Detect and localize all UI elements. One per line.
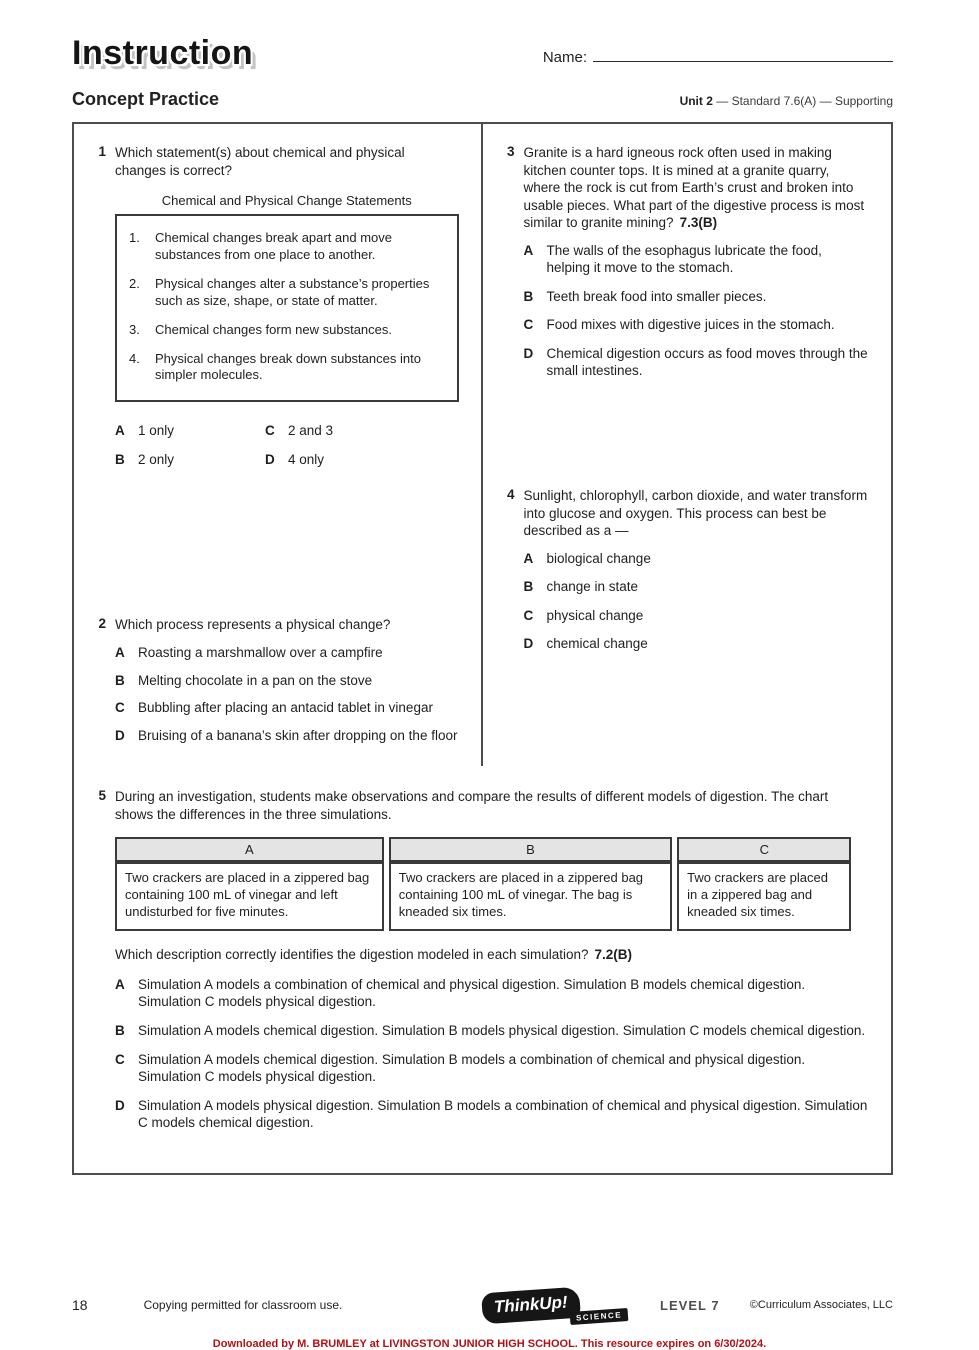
question-text: Which statement(s) about chemical and physical changes is correct?	[115, 145, 405, 178]
question-4-options	[524, 550, 870, 653]
answer-option-c	[115, 699, 459, 717]
statement-row	[129, 230, 445, 264]
question-5-options	[115, 976, 869, 1132]
page-footer	[0, 1282, 979, 1328]
question-3-options	[524, 242, 870, 380]
option-text: physical change	[546, 607, 644, 623]
option-letter: B	[523, 288, 534, 304]
answer-option-a	[524, 550, 870, 568]
answer-option-b	[115, 451, 265, 469]
option-text: Roasting a marshmallow over a campfire	[138, 644, 383, 660]
option-letter: C	[523, 317, 534, 333]
option-letter: D	[115, 1097, 125, 1113]
answer-option-d	[115, 727, 459, 745]
option-letter: A	[523, 242, 534, 258]
option-text: 4 only	[288, 451, 325, 467]
name-field	[543, 48, 893, 66]
option-text: Chemical digestion occurs as food moves through the small intestines.	[546, 345, 868, 379]
sim-col-header-a: A	[115, 837, 384, 862]
option-text: Simulation A models chemical digestion. Simulation B models a combination of chemical and physical digestion. Simulation C models physical digestion.	[138, 1051, 806, 1085]
standard-tag: 7.3(B)	[679, 215, 718, 231]
standard-label: — Standard 7.6(A) — Supporting	[712, 94, 893, 108]
statement-number: 2.	[129, 275, 140, 291]
download-expiry-notice: Downloaded by M. BRUMLEY at LIVINGSTON JUNIOR HIGH SCHOOL. This resource expires on 6/30/2024.	[212, 1338, 767, 1350]
statement-row	[129, 322, 445, 339]
option-letter: A	[115, 423, 125, 439]
thinkup-logo-science-label: SCIENCE	[570, 1307, 629, 1324]
statement-row	[129, 276, 445, 310]
option-letter: D	[523, 345, 534, 361]
question-number: 3	[506, 144, 515, 159]
two-column-area	[74, 124, 891, 766]
option-text: The walls of the esophagus lubricate the food, helping it move to the stomach.	[546, 242, 822, 276]
right-column	[483, 124, 892, 766]
question-3	[501, 144, 870, 391]
statements-table	[115, 214, 459, 402]
option-text: 2 only	[138, 451, 175, 467]
option-letter: C	[265, 423, 275, 439]
question-text: Sunlight, chlorophyll, carbon dioxide, and water transform into glucose and oxygen. This process can best be described as a —	[523, 488, 868, 539]
question-2	[92, 616, 459, 754]
answer-option-d	[115, 1097, 869, 1132]
sim-cell-b: Two crackers are placed in a zippered bag containing 100 mL of vinegar. The bag is kneaded six times.	[389, 862, 672, 931]
unit-label: Unit 2	[679, 94, 713, 108]
level-label: LEVEL 7	[660, 1297, 720, 1313]
option-letter: A	[523, 550, 534, 566]
option-letter: B	[115, 672, 125, 688]
option-text: change in state	[546, 579, 639, 595]
question-2-options	[115, 644, 459, 744]
thinkup-logo	[482, 1290, 638, 1321]
option-letter: D	[523, 636, 534, 652]
page-header	[72, 34, 893, 110]
option-text: Bubbling after placing an antacid tablet in vinegar	[138, 700, 433, 716]
option-text: Simulation A models physical digestion. Simulation B models a combination of chemical and physical digestion. Simulation C models chemical digestion.	[138, 1097, 868, 1131]
statement-text: Physical changes alter a substance’s properties such as size, shape, or state of matter.	[155, 275, 430, 308]
question-number: 5	[98, 788, 106, 804]
option-text: Teeth break food into smaller pieces.	[546, 288, 767, 304]
question-intro: During an investigation, students make observations and compare the results of different models of digestion. The chart shows the differences in the three simulations.	[115, 789, 829, 822]
name-label: Name:	[542, 49, 587, 66]
option-text: biological change	[546, 550, 651, 566]
statement-number: 1.	[129, 230, 140, 246]
option-text: chemical change	[546, 636, 648, 652]
statement-text: Physical changes break down substances into simpler molecules.	[155, 350, 421, 383]
option-text: Bruising of a banana’s skin after dropping on the floor	[138, 727, 458, 743]
standard-tag: 7.2(B)	[594, 946, 633, 962]
question-number: 4	[506, 487, 515, 503]
page-title: Instruction	[72, 34, 254, 72]
option-letter: A	[115, 644, 125, 660]
thinkup-logo-text: ThinkUp!	[481, 1286, 581, 1324]
question-text: Which process represents a physical change?	[115, 617, 391, 633]
sim-col-header-b: B	[389, 837, 672, 862]
statement-row	[129, 351, 445, 385]
option-text: Melting chocolate in a pan on the stove	[138, 672, 373, 688]
option-letter: B	[115, 451, 125, 467]
simulation-table	[110, 837, 856, 931]
question-text	[524, 144, 870, 232]
answer-option-a	[115, 422, 265, 440]
question-text	[115, 947, 869, 962]
option-letter: B	[523, 579, 534, 595]
answer-option-a	[115, 644, 459, 662]
question-number: 2	[98, 616, 106, 632]
question-text-body: Which description correctly identifies the digestion modeled in each simulation?	[115, 946, 589, 962]
statements-table-title: Chemical and Physical Change Statements	[161, 193, 412, 209]
answer-option-c	[115, 1051, 869, 1086]
name-blank-line[interactable]	[593, 48, 893, 62]
answer-option-d	[265, 451, 459, 469]
statement-text: Chemical changes form new substances.	[155, 321, 393, 337]
option-letter: C	[523, 607, 534, 623]
option-text: 2 and 3	[288, 423, 334, 439]
question-text-body: Granite is a hard igneous rock often used in making kitchen counter tops. It is mined at a granite quarry, where the rock is cut from Earth’s crust and broken into usable pieces. What part of the digestive process is most similar to granite mining?	[523, 145, 865, 231]
question-5-section	[74, 766, 891, 1173]
option-letter: A	[115, 976, 125, 992]
option-letter: C	[115, 700, 125, 716]
question-1	[92, 144, 459, 468]
section-title: Concept Practice	[72, 89, 220, 109]
answer-option-d	[524, 635, 870, 653]
left-column	[74, 124, 483, 766]
option-text: Simulation A models a combination of chemical and physical digestion. Simulation B models chemical digestion. Simulation C models physical digestion.	[138, 976, 806, 1010]
copying-notice: Copying permitted for classroom use.	[143, 1298, 343, 1312]
sim-cell-a: Two crackers are placed in a zippered bag containing 100 mL of vinegar and left undisturbed for five minutes.	[115, 862, 384, 931]
sim-col-header-c: C	[677, 837, 851, 862]
page-number: 18	[72, 1297, 88, 1313]
option-text: Simulation A models chemical digestion. Simulation B models physical digestion. Simulation C models chemical digestion.	[138, 1023, 866, 1039]
copyright-notice: ©Curriculum Associates, LLC	[749, 1299, 893, 1311]
question-5	[92, 788, 869, 1143]
answer-option-c	[524, 316, 870, 334]
statement-number: 4.	[129, 350, 140, 366]
answer-option-c	[524, 607, 870, 625]
answer-option-a	[524, 242, 870, 277]
answer-option-b	[524, 578, 870, 596]
unit-standard-info	[680, 94, 893, 108]
option-letter: D	[265, 451, 275, 467]
statement-number: 3.	[129, 321, 140, 337]
option-letter: D	[115, 727, 125, 743]
answer-option-a	[115, 976, 869, 1011]
answer-option-c	[265, 422, 459, 440]
option-letter: B	[115, 1023, 125, 1039]
statement-text: Chemical changes break apart and move substances from one place to another.	[155, 230, 393, 262]
question-box	[72, 122, 893, 1175]
option-letter: C	[115, 1051, 125, 1067]
answer-option-b	[524, 288, 870, 306]
option-text: 1 only	[138, 423, 175, 439]
question-number: 1	[98, 144, 106, 159]
answer-option-b	[115, 1022, 869, 1040]
option-text: Food mixes with digestive juices in the stomach.	[546, 317, 835, 333]
question-4	[501, 487, 870, 664]
answer-option-b	[115, 672, 459, 690]
answer-option-d	[524, 345, 870, 380]
sim-cell-c: Two crackers are placed in a zippered bag and kneaded six times.	[677, 862, 851, 931]
question-1-options	[115, 422, 459, 468]
